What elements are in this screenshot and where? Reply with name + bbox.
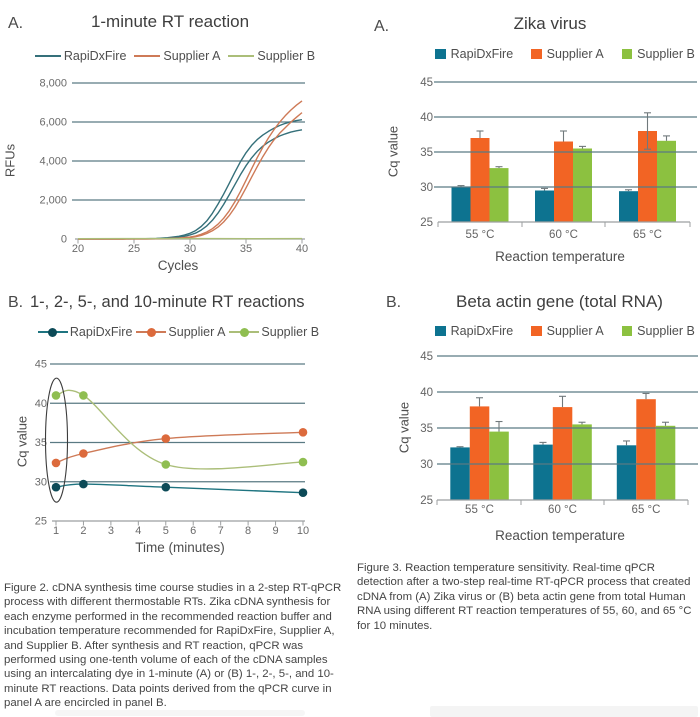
beta-x-axis-title: Reaction temperature xyxy=(495,528,625,543)
legend-label: Supplier B xyxy=(257,49,316,63)
timecourse-line-Supplier A xyxy=(56,432,303,463)
y-tick-label: 45 xyxy=(420,77,433,89)
legend-label: Supplier A xyxy=(546,47,604,61)
bar-Supplier B-65 °C xyxy=(657,141,676,222)
bar-Supplier A-60 °C xyxy=(554,142,573,223)
data-point-Supplier B-5min xyxy=(162,460,171,469)
data-point-Supplier B-10min xyxy=(299,458,308,467)
x-tick-label: 6 xyxy=(190,525,197,537)
bar-Supplier B-65 °C xyxy=(656,426,676,500)
x-tick-label: 10 xyxy=(296,525,310,537)
y-tick-label: 6,000 xyxy=(39,116,67,129)
zika-x-axis-title: Reaction temperature xyxy=(495,249,625,264)
legend-label: RapiDxFire xyxy=(450,47,514,61)
legend-label: Supplier B xyxy=(637,47,695,61)
bar-Supplier B-60 °C xyxy=(573,149,592,223)
amp-x-axis-title: Cycles xyxy=(157,258,199,273)
zika-chart-title: Zika virus xyxy=(513,14,587,33)
category-label: 60 °C xyxy=(548,504,577,516)
x-tick-label: 5 xyxy=(162,525,169,537)
bar-RapiDxFire-60 °C xyxy=(533,445,553,500)
data-point-Supplier A-1min xyxy=(52,459,61,468)
bottom-edge-artifact xyxy=(55,710,305,716)
legend-label: RapiDxFire xyxy=(69,325,133,339)
figure3-caption: Figure 3. Reaction temperature sensitivity. Real-time qPCR detection after a two-step real-time RT-qPCR process that created cDNA from (A) Zika virus or (B) beta actin gene from total Human RNA using different RT reaction temperatures of 55, 60, and 65 °C for 10 minutes. xyxy=(357,562,692,632)
y-tick-label: 40 xyxy=(34,397,47,410)
amp-y-axis-title: RFUs xyxy=(2,143,18,178)
panel-a-right-label: A. xyxy=(374,18,390,35)
x-tick-label: 8 xyxy=(245,525,252,537)
legend-label: Supplier B xyxy=(637,324,695,338)
x-tick-label: 7 xyxy=(217,525,224,537)
data-point-RapiDxFire-10min xyxy=(299,488,308,497)
data-point-Supplier A-5min xyxy=(162,434,171,443)
zika-y-axis-title: Cq value xyxy=(385,125,401,178)
legend-label: RapiDxFire xyxy=(450,324,514,338)
bar-RapiDxFire-65 °C xyxy=(617,445,637,500)
data-point-RapiDxFire-5min xyxy=(162,483,171,492)
y-tick-label: 30 xyxy=(34,476,47,489)
bar-RapiDxFire-55 °C xyxy=(450,447,470,500)
bar-Supplier A-65 °C xyxy=(636,399,656,500)
x-tick-label: 35 xyxy=(239,243,253,255)
y-tick-label: 35 xyxy=(420,423,433,435)
amp-curve-chart xyxy=(0,0,350,280)
bar-Supplier A-55 °C xyxy=(471,138,490,222)
y-tick-label: 2,000 xyxy=(39,194,67,207)
data-point-Supplier A-10min xyxy=(299,428,308,437)
bottom-edge-artifact xyxy=(430,706,698,717)
x-tick-label: 30 xyxy=(183,243,197,255)
x-tick-label: 9 xyxy=(272,525,279,537)
legend-label: RapiDxFire xyxy=(63,49,127,63)
zika-bar-chart xyxy=(350,0,700,280)
amp-chart-title: 1-minute RT reaction xyxy=(90,12,250,31)
legend-label: Supplier A xyxy=(168,325,226,339)
bar-RapiDxFire-55 °C xyxy=(452,187,471,222)
legend-label: Supplier B xyxy=(261,325,320,339)
y-tick-label: 35 xyxy=(34,437,47,449)
x-tick-label: 20 xyxy=(71,243,85,255)
category-label: 55 °C xyxy=(465,504,494,516)
y-tick-label: 30 xyxy=(420,459,433,471)
beta-actin-chart-title: Beta actin gene (total RNA) xyxy=(456,292,663,311)
timecourse-y-axis-title: Cq value xyxy=(14,415,30,468)
data-point-Supplier A-2min xyxy=(79,449,88,458)
bar-Supplier B-55 °C xyxy=(489,432,509,500)
timecourse-line-chart xyxy=(0,280,350,580)
x-tick-label: 2 xyxy=(80,525,87,537)
y-tick-label: 0 xyxy=(60,233,67,246)
data-point-RapiDxFire-1min xyxy=(52,483,61,492)
category-label: 65 °C xyxy=(631,504,661,516)
timecourse-line-Supplier B xyxy=(56,390,303,469)
y-tick-label: 8,000 xyxy=(39,77,67,90)
y-tick-label: 40 xyxy=(420,387,433,399)
x-tick-label: 40 xyxy=(295,243,309,255)
bar-RapiDxFire-65 °C xyxy=(619,191,638,222)
data-point-RapiDxFire-2min xyxy=(79,480,88,489)
amp-curve-RapiDxFire xyxy=(78,130,302,239)
x-tick-label: 1 xyxy=(52,525,60,537)
legend-label: Supplier A xyxy=(163,49,221,63)
bar-Supplier B-60 °C xyxy=(572,424,592,500)
data-point-Supplier B-1min xyxy=(52,391,61,400)
y-tick-label: 25 xyxy=(420,495,433,507)
bar-Supplier A-55 °C xyxy=(470,406,490,500)
panel-b-right-label: B. xyxy=(386,294,402,311)
timecourse-line-RapiDxFire xyxy=(56,484,303,493)
y-tick-label: 30 xyxy=(420,182,433,194)
y-tick-label: 45 xyxy=(420,351,433,363)
bar-RapiDxFire-60 °C xyxy=(535,191,554,223)
panel-b-left-label: B. xyxy=(8,294,24,311)
y-tick-label: 45 xyxy=(34,358,47,371)
timecourse-x-axis-title: Time (minutes) xyxy=(135,540,225,555)
timecourse-chart-title: 1-, 2-, 5-, and 10-minute RT reactions xyxy=(30,293,305,311)
x-tick-label: 3 xyxy=(107,525,114,537)
y-tick-label: 35 xyxy=(420,147,433,159)
legend-label: Supplier A xyxy=(546,324,604,338)
y-tick-label: 25 xyxy=(34,515,47,528)
data-point-Supplier B-2min xyxy=(79,391,88,400)
bar-Supplier B-55 °C xyxy=(490,168,509,222)
category-label: 65 °C xyxy=(633,229,662,241)
category-label: 60 °C xyxy=(549,229,578,241)
y-tick-label: 4,000 xyxy=(39,155,67,168)
category-label: 55 °C xyxy=(465,229,495,241)
x-tick-label: 25 xyxy=(127,243,141,255)
x-tick-label: 4 xyxy=(135,525,142,537)
y-tick-label: 25 xyxy=(420,217,433,229)
beta-y-axis-title: Cq value xyxy=(396,401,412,454)
panel-a-left-label: A. xyxy=(8,15,24,32)
y-tick-label: 40 xyxy=(420,112,433,124)
bar-Supplier A-60 °C xyxy=(553,407,573,500)
figure2-caption: Figure 2. cDNA synthesis time course studies in a 2-step RT-qPCR process with different thermostable RTs. Zika cDNA synthesis for each enzyme performed in the recommended reaction buffer and incubation temperature recommended for RapiDxFire, Supplier A, and Supplier B. After synthesis and RT reaction, qPCR was performed using one-tenth volume of each of the cDNA samples using an intercalating dye in 1-minute (A) or (B) 1-, 2-, 5-, and 10-minute RT reactions. Data points derived from the qPCR curve in panel A are encircled in panel B. xyxy=(4,582,342,710)
